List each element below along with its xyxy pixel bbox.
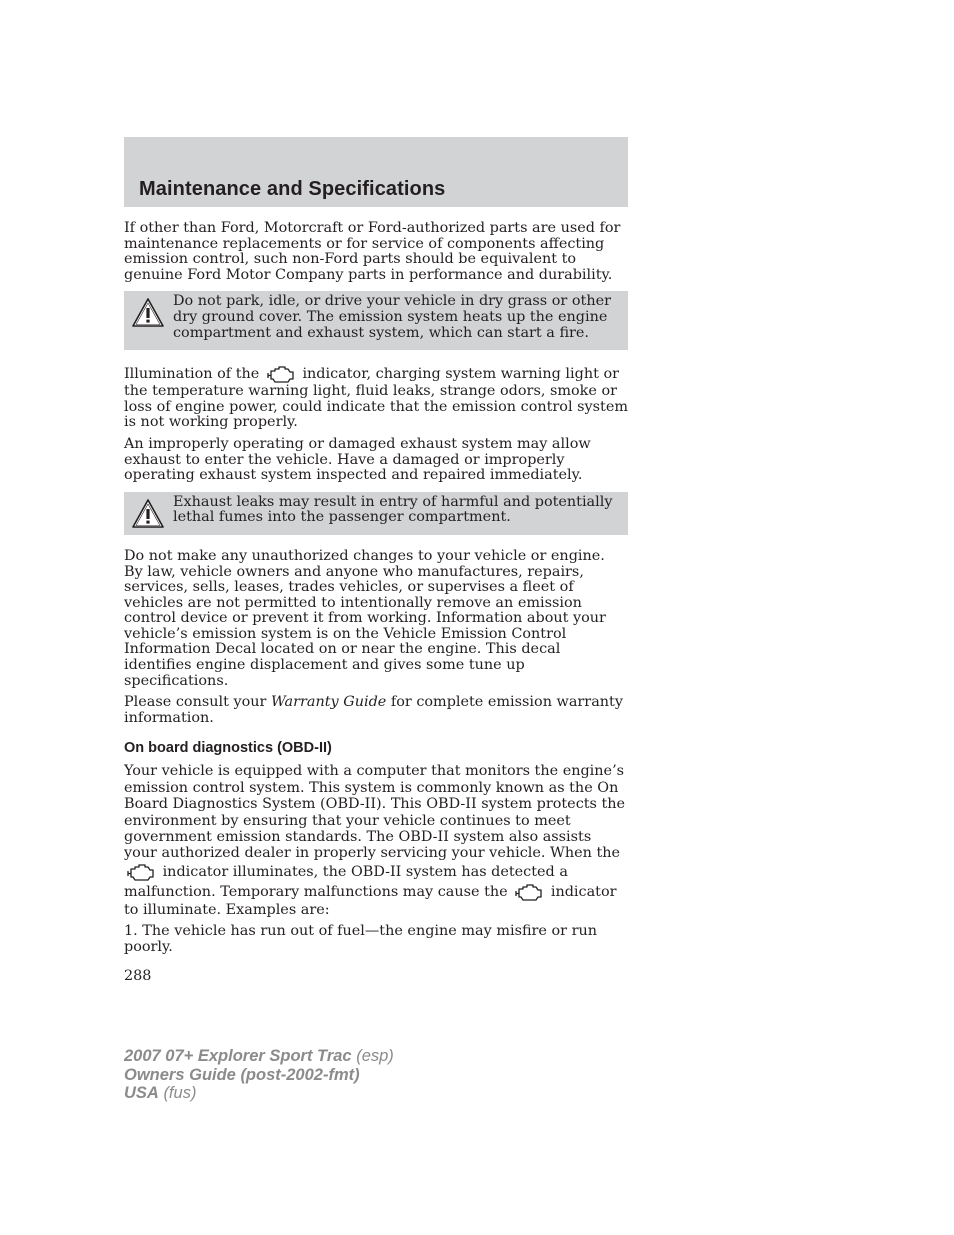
illumination-text-end: indicator, charging system warning light or the temperature warning light, fluid leaks, strange odors, smoke or loss of engine power, could indicate that the emission control system is not working properly. (124, 366, 628, 431)
warning-triangle-icon (131, 498, 165, 530)
exhaust-warning-text: Exhaust leaks may result in entry of harmful and potentially lethal fumes into the passenger compartment. (173, 493, 613, 526)
obd-text-part3: indicator to illuminate. Examples are: (124, 883, 617, 918)
section-header-band (124, 137, 628, 207)
example-item-1: 1. The vehicle has run out of fuel—the engine may misfire or run poorly. (124, 923, 598, 955)
page-number: 288 (124, 968, 152, 985)
footer-line-3: USA (fus) (124, 1084, 197, 1102)
obd-text-part2: indicator illuminates, the OBD-II system has detected a malfunction. Temporary malfunctions may cause the (124, 863, 568, 900)
obd-text-part1: Your vehicle is equipped with a computer that monitors the engine’s emission control system. This system is commonly known as the On Board Diagnostics System (OBD-II). This OBD-II system protects the environment by ensuring that your vehicle continues to meet government emission standards. The OBD-II system also assists your authorized dealer in properly servicing your vehicle. When the (124, 763, 626, 862)
warranty-guide-title: Warranty Guide (270, 694, 387, 711)
warranty-text-start: Please consult your (124, 694, 267, 711)
intro-paragraph: If other than Ford, Motorcraft or Ford-authorized parts are used for maintenance replacements or for service of components affecting emission control, such non-Ford parts should be equivalent to genuine Ford Motor Company parts in performance and durability. (124, 220, 621, 283)
fire-warning-text: Do not park, idle, or drive your vehicle in dry grass or other dry ground cover. The emission system heats up the engine compartment and exhaust system, which can start a fire. (173, 293, 611, 341)
footer-line-1: 2007 07+ Explorer Sport Trac (esp) (124, 1047, 394, 1065)
check-engine-icon (266, 364, 296, 384)
exhaust-paragraph: An improperly operating or damaged exhaust system may allow exhaust to enter the vehicle. Have a damaged or improperly operating exhaust system inspected and repaired immediately. (124, 435, 591, 484)
obd-heading: On board diagnostics (OBD-II) (124, 740, 332, 757)
warranty-paragraph (124, 695, 628, 726)
section-title: Maintenance and Specifications (139, 178, 446, 200)
page-content (124, 221, 628, 985)
unauthorized-changes-paragraph: Do not make any unauthorized changes to your vehicle or engine. By law, vehicle owners and anyone who manufactures, repairs, services, sells, leases, trades vehicles, or supervises a fleet of vehicles are not permitted to intentionally remove an emission control device or prevent it from working. Information about your vehicle’s emission system is on the Vehicle Emission Control Information Decal located on or near the engine. This decal identifies engine displacement and gives some tune up specifications. (124, 547, 606, 689)
check-engine-icon (126, 862, 156, 882)
document-footer (124, 1047, 394, 1103)
illumination-text-start: Illumination of the (124, 366, 260, 383)
warranty-text-end: for complete emission warranty information. (124, 694, 623, 726)
exhaust-warning-box (124, 492, 628, 535)
obd-paragraph (124, 763, 628, 918)
illumination-paragraph (124, 364, 628, 431)
check-engine-icon (514, 882, 544, 902)
warning-triangle-icon (131, 297, 165, 329)
footer-line-2: Owners Guide (post-2002-fmt) (124, 1065, 360, 1084)
fire-warning-box (124, 291, 628, 350)
